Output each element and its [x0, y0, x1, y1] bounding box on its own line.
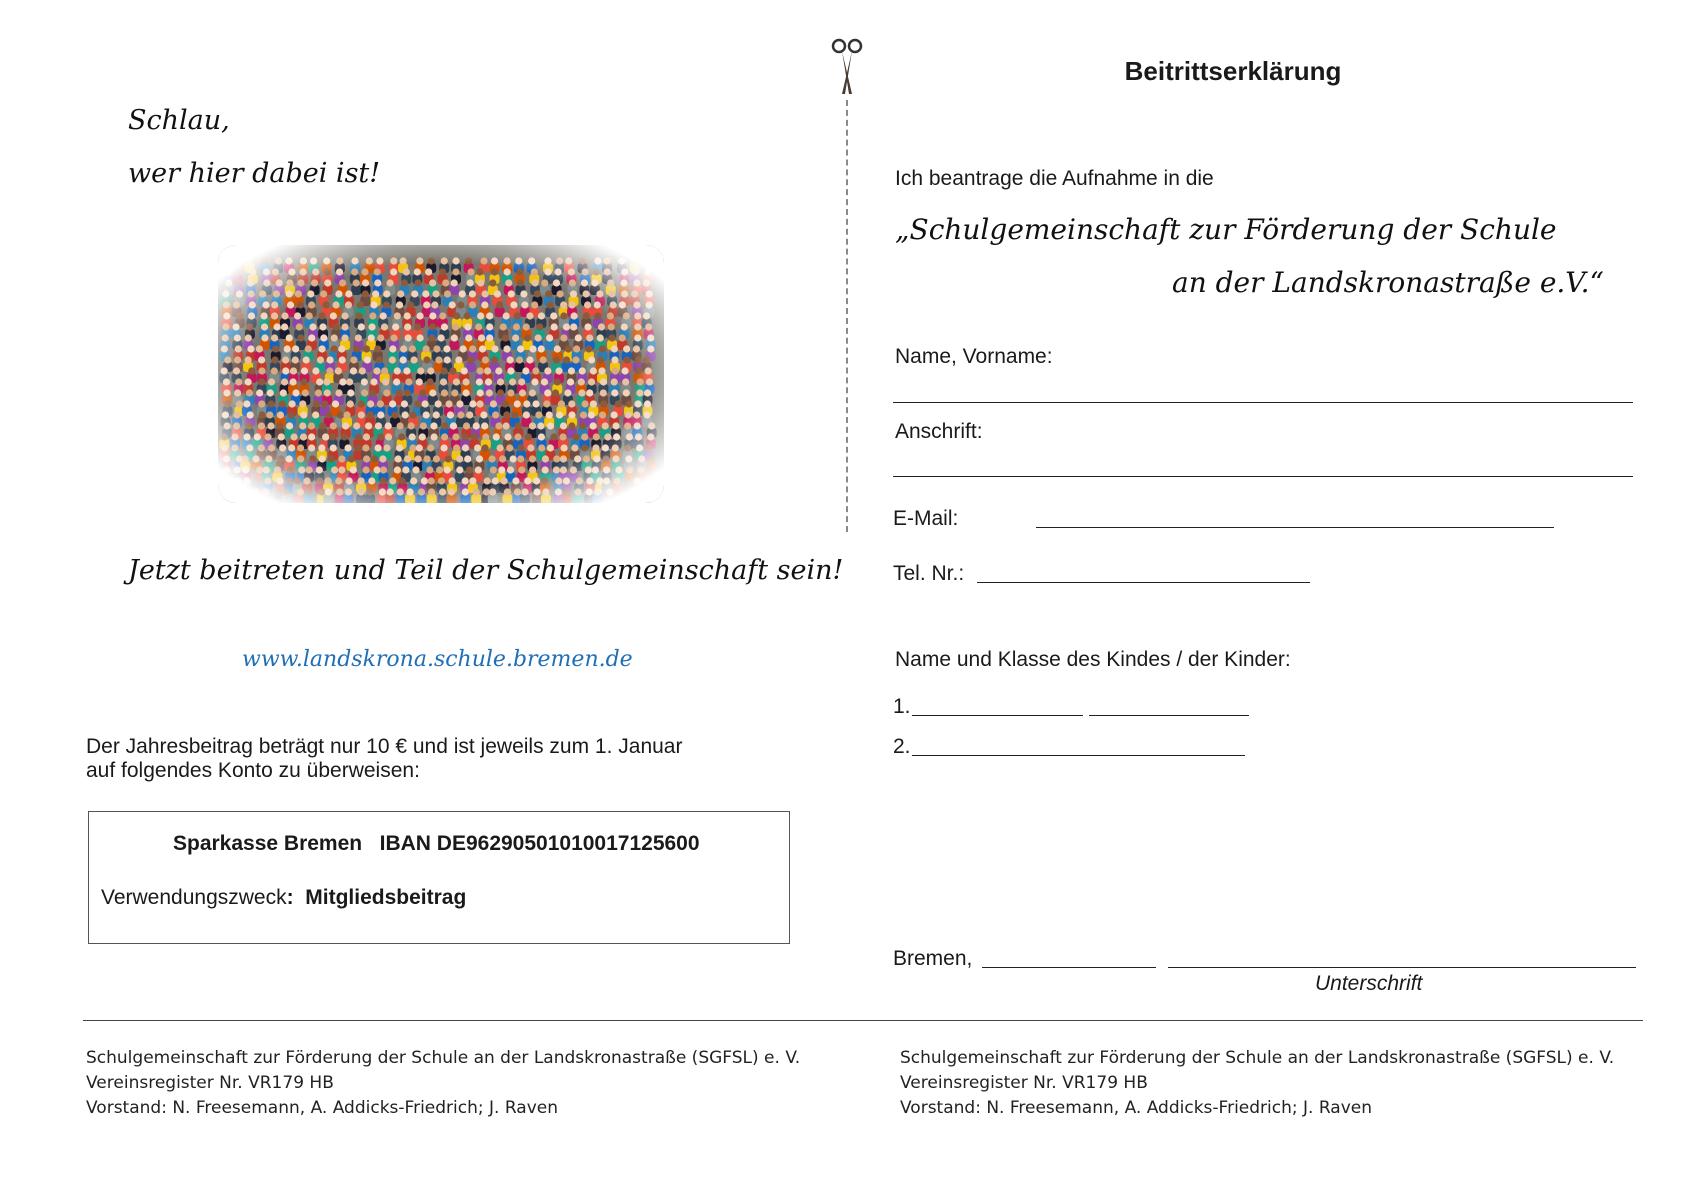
org-name-line-2: an der Landskronastraße e.V.“	[1172, 266, 1604, 299]
call-to-action: Jetzt beitreten und Teil der Schulgemeinschaft sein!	[128, 555, 844, 586]
purpose-label: Verwendungszweck	[101, 886, 287, 909]
fee-line-1: Der Jahresbeitrag beträgt nur 10 € und ist jeweils zum 1. Januar	[86, 735, 683, 758]
phone-field[interactable]	[977, 582, 1310, 583]
email-field[interactable]	[1036, 527, 1554, 528]
name-label: Name, Vorname:	[895, 345, 1053, 368]
scissors-icon	[830, 38, 864, 96]
org-name-line-1: „Schulgemeinschaft zur Förderung der Schule	[895, 213, 1557, 246]
footer-divider	[83, 1020, 1643, 1021]
fee-text	[86, 735, 746, 783]
footer-board: Vorstand: N. Freesemann, A. Addicks-Friedrich; J. Raven	[900, 1098, 1372, 1118]
fee-line-2: auf folgendes Konto zu überweisen:	[86, 759, 420, 782]
form-title: Beitrittserklärung	[1124, 56, 1342, 86]
group-photo-image	[218, 245, 664, 503]
place-label: Bremen,	[893, 947, 973, 970]
address-field[interactable]	[893, 476, 1633, 477]
child-1-class-field[interactable]	[1089, 715, 1249, 716]
signature-caption: Unterschrift	[1315, 972, 1423, 995]
footer-board: Vorstand: N. Freesemann, A. Addicks-Friedrich; J. Raven	[86, 1098, 558, 1118]
child-2-label: 2.	[893, 735, 911, 758]
child-1-label: 1.	[893, 695, 911, 718]
footer-right	[900, 1046, 1614, 1121]
child-2-field[interactable]	[912, 755, 1245, 756]
tagline-line-1: Schlau,	[128, 105, 230, 136]
phone-label: Tel. Nr.:	[893, 562, 965, 585]
children-label: Name und Klasse des Kindes / der Kinder:	[895, 648, 1291, 671]
tagline-line-2: wer hier dabei ist!	[128, 158, 381, 189]
group-photo	[218, 245, 664, 503]
address-label: Anschrift:	[895, 420, 983, 443]
bank-details-box	[88, 811, 790, 944]
intro-text: Ich beantrage die Aufnahme in die	[895, 167, 1214, 190]
footer-register: Vereinsregister Nr. VR179 HB	[900, 1073, 1148, 1093]
footer-left	[86, 1046, 800, 1121]
date-field[interactable]	[982, 967, 1156, 968]
footer-register: Vereinsregister Nr. VR179 HB	[86, 1073, 334, 1093]
website-link[interactable]: www.landskrona.schule.bremen.de	[242, 647, 633, 672]
bank-iban: Sparkasse Bremen IBAN DE96290501010017125600	[173, 832, 700, 855]
cut-line	[846, 100, 848, 532]
purpose-colon: :	[286, 886, 294, 909]
name-field[interactable]	[893, 402, 1633, 403]
email-label: E-Mail:	[893, 507, 959, 530]
child-1-name-field[interactable]	[912, 715, 1083, 716]
purpose-value: Mitgliedsbeitrag	[305, 886, 467, 909]
footer-org: Schulgemeinschaft zur Förderung der Schule an der Landskronastraße (SGFSL) e. V.	[86, 1048, 801, 1068]
signature-field[interactable]	[1168, 967, 1636, 968]
payment-purpose	[101, 886, 466, 910]
footer-org: Schulgemeinschaft zur Förderung der Schule an der Landskronastraße (SGFSL) e. V.	[900, 1048, 1615, 1068]
